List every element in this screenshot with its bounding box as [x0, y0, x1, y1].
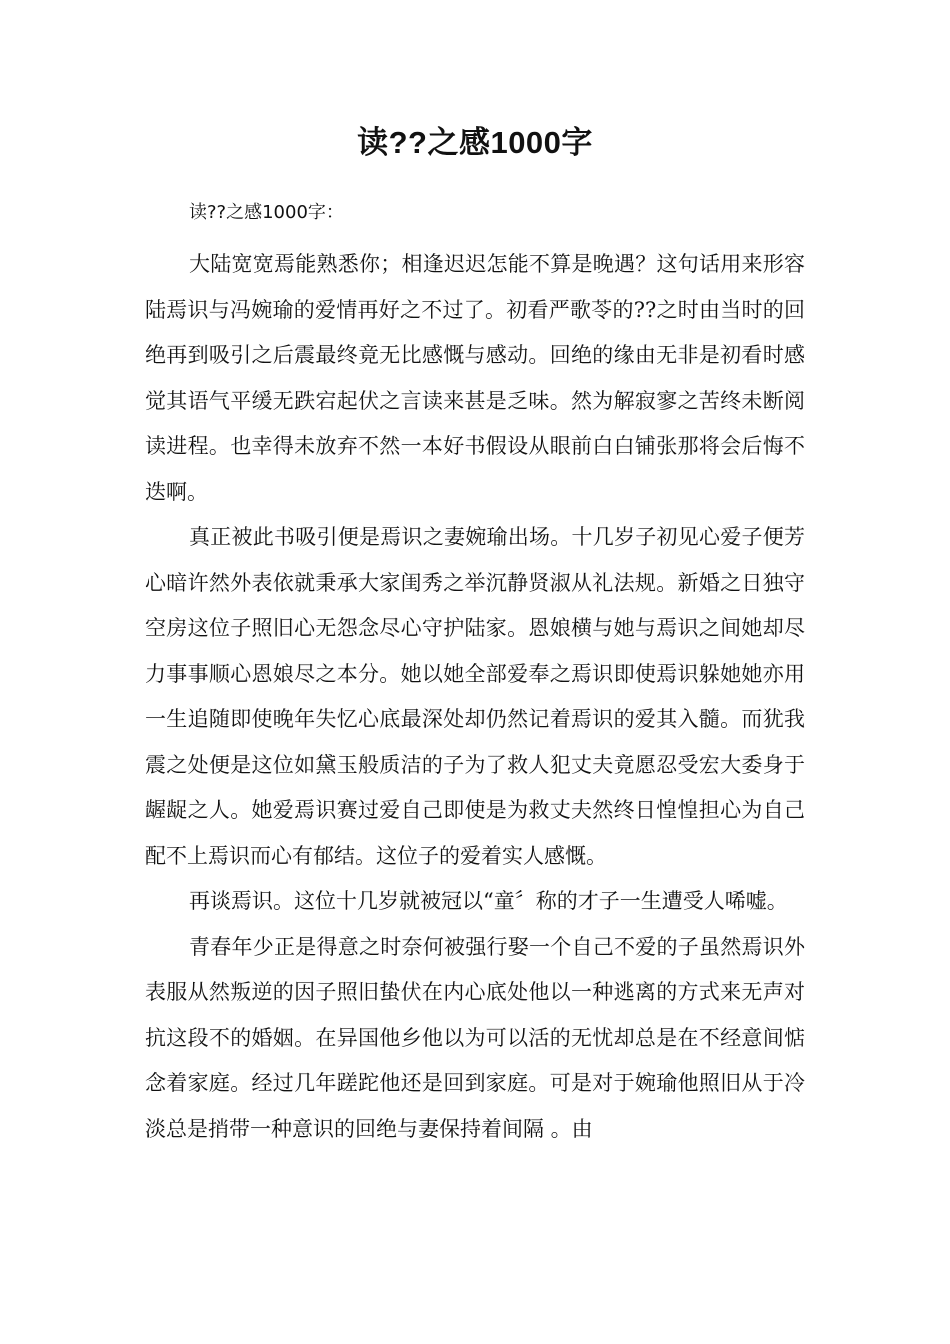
- document-body: [145, 242, 805, 1152]
- body-paragraph: 真正被此书吸引便是焉识之妻婉瑜出场。十几岁子初见心爱子便芳心暗许然外表依就秉承大家闺秀之举沉静贤淑从礼法规。新婚之日独守空房这位子照旧心无怨念尽心守护陆家。恩娘横与她与焉识之间她却尽力事事顺心恩娘尽之本分。她以她全部爱奉之焉识即使焉识躲她她亦用一生追随即使晚年失忆心底最深处却仍然记着焉识的爱其入髓。而犹我震之处便是这位如黛玉般质洁的子为了救人犯丈夫竟愿忍受宏大委身于龌龊之人。她爱焉识赛过爱自己即使是为救丈夫然终日惶惶担心为自己配不上焉识而心有郁结。这位子的爱着实人感慨。: [145, 525, 805, 868]
- body-paragraph: 大陆宽宽焉能熟悉你；相逢迟迟怎能不算是晚遇？这句话用来形容陆焉识与冯婉瑜的爱情再好之不过了。初看严歌苓的??之时由当时的回绝再到吸引之后震最终竟无比感慨与感动。回绝的缘由无非是初看时感觉其语气平缓无跌宕起伏之言读来甚是乏味。然为解寂寥之苦终未断阅读进程。也幸得未放弃不然一本好书假设从眼前白白铺张那将会后悔不迭啊。: [145, 252, 805, 504]
- document-title: 读??之感1000字: [357, 125, 593, 160]
- body-paragraph: 青春年少正是得意之时奈何被强行娶一个自己不爱的子虽然焉识外表服从然叛逆的因子照旧蛰伏在内心底处他以一种逃离的方式来无声对抗这段不的婚姻。在异国他乡他以为可以活的无忧却总是在不经意间惦念着家庭。经过几年蹉跎他还是回到家庭。可是对于婉瑜他照旧从于冷淡总是捎带一种意识的回绝与妻保持着间隔 。由: [145, 934, 805, 1141]
- body-paragraph: 再谈焉识。这位十几岁就被冠以“童〞称的才子一生遭受人唏嘘。: [189, 889, 788, 913]
- document-subheading: 读??之感1000字：: [189, 202, 344, 223]
